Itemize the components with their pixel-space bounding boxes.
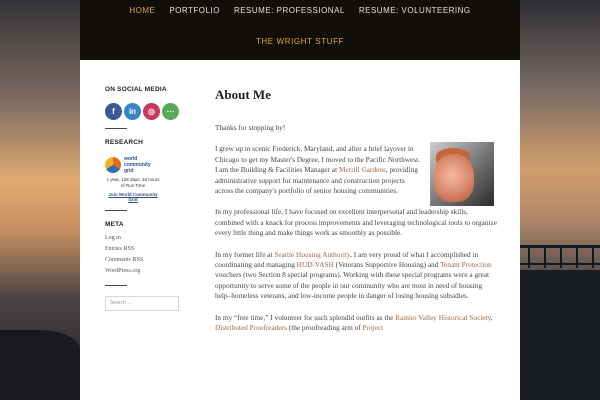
facebook-icon[interactable]: f [105, 103, 122, 120]
page-title: About Me [215, 87, 271, 102]
primary-nav [80, 0, 520, 15]
page-body [80, 60, 520, 400]
about-article [215, 87, 497, 345]
link-hud-vash[interactable]: HUD-VASH [296, 260, 334, 270]
wcg-badge[interactable] [105, 156, 185, 174]
link-rainier-valley[interactable]: Rainier Valley Historical Society [395, 312, 491, 322]
link-project[interactable]: Project [362, 323, 384, 333]
background-hill [0, 330, 80, 400]
paragraph-former-life: In my former life at Seattle Housing Authority, I am very proud of what I accomplished in coordinating and managing HUD-VASH (Veterans Supportive Housing) and Tenant Protection vouchers (two Section 8 special programs). Working with these special programs were a great opportunity to serve some of the people in our community who are most in need of housing help–homeless veterans, and low-income people in danger of losing housing subsidies. [215, 249, 492, 301]
research-widget-title: RESEARCH [105, 139, 144, 146]
nav-item-resume-professional[interactable]: RESUME: PROFESSIONAL [233, 6, 345, 15]
sidebar [105, 86, 185, 311]
nav-item-home[interactable]: HOME [129, 6, 156, 15]
meta-link-login[interactable]: Log in [105, 235, 121, 241]
profile-photo [430, 142, 494, 206]
background-bridge [520, 245, 600, 265]
background-building [520, 270, 600, 400]
photo-face [434, 154, 474, 202]
paragraph-professional: In my professional life, I have focused on excellent interpersonal and leadership skills, combined with a knack for process improvements and leveraging technological tools to organize every little thing and make things work as smoothly as possible. [215, 207, 497, 238]
nav-item-portfolio[interactable]: PORTFOLIO [169, 6, 220, 15]
widget-divider [105, 210, 127, 211]
site-header [80, 0, 520, 60]
meta-link-wordpress[interactable]: WordPress.org [105, 268, 141, 274]
wcg-join-link[interactable]: Join World Community Grid [108, 192, 158, 202]
link-seattle-housing[interactable]: Seattle Housing Authority [274, 249, 351, 259]
paragraph-free-time: In my “free time,” I volunteer for such splendid outfits as the Rainier Valley Historical Society, Distributed Proofreaders (the proofreading arm of Project [215, 312, 493, 333]
link-tenant-protection[interactable]: Tenant Protection [440, 260, 492, 270]
search-input[interactable]: Search … [105, 296, 179, 311]
meta-links [105, 233, 185, 277]
paragraph-background: I grew up in scenic Frederick, Maryland, and after a brief layover in Chicago to get my Master's Degree, I moved to the Pacific Northwest. I am the Building & Facilities Manager at Merrill Gardens, providing administrative support for maintenance and construction projects across the company's portfolio of senior housing communities. [215, 144, 420, 196]
linkedin-icon[interactable]: in [124, 103, 141, 120]
wcg-logo-text: world community grid [124, 156, 151, 174]
meta-widget-title: META [105, 221, 124, 228]
paragraph-intro: Thanks for stopping by! [215, 123, 286, 132]
meta-link-entries-rss[interactable]: Entries RSS [105, 246, 135, 252]
wcg-logo-icon [105, 157, 121, 173]
link-distributed-proofreaders[interactable]: Distributed Proofreaders [215, 323, 287, 333]
instagram-icon[interactable]: ◎ [143, 103, 160, 120]
site-title[interactable]: THE WRIGHT STUFF [255, 37, 345, 46]
widget-divider [105, 285, 127, 286]
nav-item-resume-volunteering[interactable]: RESUME: VOLUNTEERING [358, 6, 471, 15]
wcg-runtime: 1 year, 128 days, 16 hours of Run Time [106, 177, 160, 188]
link-merrill-gardens[interactable]: Merrill Gardens [339, 165, 386, 175]
widget-divider [105, 128, 127, 129]
meta-link-comments-rss[interactable]: Comments RSS [105, 257, 144, 263]
share-icon[interactable]: ⋯ [162, 103, 179, 120]
social-widget-title: ON SOCIAL MEDIA [105, 86, 167, 93]
social-icons [105, 103, 185, 120]
